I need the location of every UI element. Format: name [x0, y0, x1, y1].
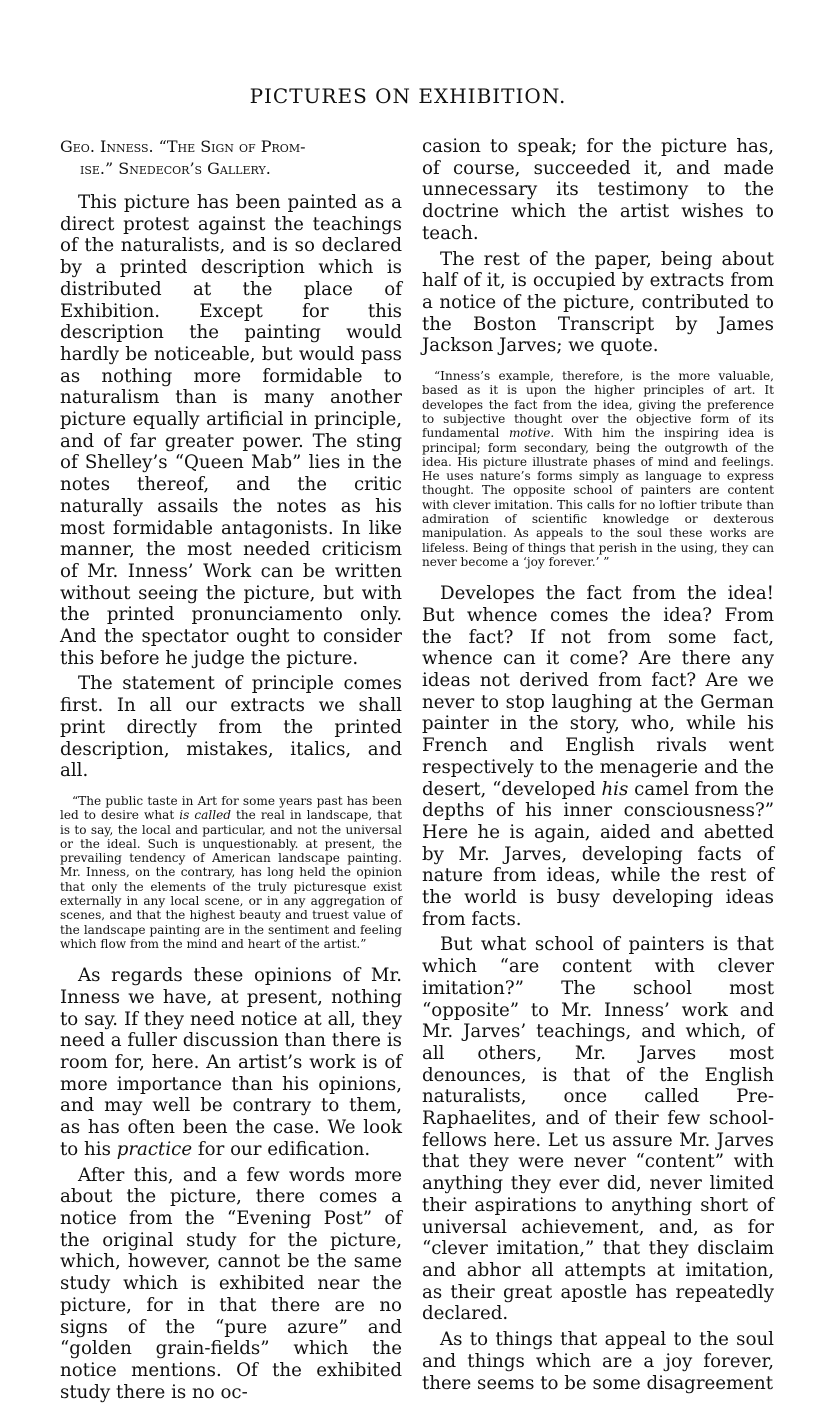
- paragraph-italic: his: [601, 778, 629, 800]
- quote-description: [60, 794, 402, 951]
- article-heading-line1: Geo. Inness. “The Sign of Prom-: [60, 137, 306, 156]
- paragraph-text: Developes the fact from the idea! But whence comes the idea? From the fact? If not from some fact, whence can it come? Are there any ideas not derived from fact? Are we never to stop laughing at the German painter in the story, who, while his French and English rivals went respectively to the menagerie and the desert, “developed: [422, 583, 774, 800]
- article-heading-line2: ise.” Snedecor’s Gallery.: [80, 159, 271, 178]
- paragraph-8: But what school of painters is that which “are content with clever imitation?” The school most “opposite” to Mr. Inness’ work and Mr. Jarves’ teachings, and which, of all others, Mr. Jarves most denounces, is that of the English naturalists, once called Pre-Raphaelites, and of their few school-fellows here. Let us assure Mr. Jarves that they were never “content” with anything they ever did, never limited their aspirations to anything short of universal achievement, and, as for “clever imitation,” that they disclaim and abhor all attempts at imitation, as their great apostle has repeatedly declared.: [422, 934, 774, 1325]
- quote-text: the real in landscape, that is to say, the local and particular, and not the universal or the ideal. Such is unquestionably. at present, the prevailing tendency of American landscape painting. Mr. Inness, on the contrary, has long held the opinion that only the elements of the truly picturesque exist externally in any local scene, or in any aggregation of scenes, and that the highest beauty and truest value of the landscape painting are in the sentiment and feeling which flow from the mind and heart of the artist.”: [60, 808, 402, 951]
- article-heading: [60, 136, 402, 180]
- paragraph-9: As to things that appeal to the soul and things which are a joy forever, there seems to be some disagreement: [422, 1329, 774, 1394]
- paragraph-6: The rest of the paper, being about half of it, is occupied by extracts from a notice of the picture, contributed to the Boston Transcript by James Jackson Jarves; we quote.: [422, 248, 774, 357]
- paragraph-1: This picture has been painted as a direct protest against the teachings of the naturalists, and is so declared by a printed description which is distributed at the place of Exhibition. Except for this description the painting would hardly be noticeable, but would pass as nothing more formidable to naturalism than is many another picture equally artificial in principle, and of far greater power. The sting of Shelley’s “Queen Mab” lies in the notes thereof, and the critic naturally assails the notes as his most formidable antagonists. In like manner, the most needed criticism of Mr. Inness’ Work can be written without seeing the picture, but with the printed pronunciamento only. And the spectator ought to consider this before he judge the picture.: [60, 192, 402, 669]
- quote-text: “The public taste in Art for some years past has been led to desire what: [60, 793, 402, 823]
- quote-italic: is called: [179, 808, 231, 823]
- right-column: [422, 136, 774, 1398]
- left-column: [60, 136, 402, 1407]
- page-title: PICTURES ON EXHIBITION.: [249, 84, 567, 108]
- paragraph-2: The statement of principle comes first. In all our extracts we shall print directly from the printed description, mistakes, italics, and all.: [60, 673, 402, 782]
- paragraph-text: camel from the depths of his inner consciousness?” Here he is again, aided and abetted by Mr. Jarves, developing facts of nature from ideas, while the rest of the world is busy developing ideas from facts.: [422, 778, 775, 930]
- paragraph-7: [422, 583, 774, 930]
- quote-jarves: [422, 369, 774, 569]
- quote-italic: motive.: [508, 426, 555, 441]
- paragraph-3: [60, 965, 402, 1160]
- paragraph-text: As regards these opinions of Mr. Inness we have, at present, nothing to say. If they need notice at all, they need a fuller discussion than there is room for, here. An artist’s work is of more importance than his opinions, and may well be contrary to them, as has often been the case. We look to his: [60, 965, 402, 1160]
- paragraph-italic: practice: [116, 1138, 193, 1160]
- paragraph-5: casion to speak; for the picture has, of course, succeeded it, and made unnecessary its testimony to the doctrine which the artist wishes to teach.: [422, 136, 774, 244]
- paragraph-4: After this, and a few words more about the picture, there comes a notice from the “Evening Post” of the original study for the picture, which, however, cannot be the same study which is exhibited near the picture, for in that there are no signs of the “pure azure” and “golden grain-fields” which the notice mentions. Of the exhibited study there is no oc-: [60, 1164, 402, 1403]
- paragraph-text: for our edification.: [192, 1138, 371, 1160]
- quote-text: “Inness’s example, therefore, is the more valuable, based as it is upon the higher principles of art. It developes the fact from the idea, giving the preference to subjective thought over the objective form of its fundamental: [422, 369, 774, 441]
- quote-text: With him the inspiring idea is principal; form secondary, being the outgrowth of the idea. His picture illustrate phases of mind and feelings. He uses nature’s forms simply as language to express thought. The opposite school of painters are content with clever imitation. This calls for no loftier tribute than admiration of scientific knowledge or dexterous manipulation. As appeals to the soul these works are lifeless. Being of things that perish in the using, they can never become a ‘joy forever.’ ”: [422, 426, 775, 569]
